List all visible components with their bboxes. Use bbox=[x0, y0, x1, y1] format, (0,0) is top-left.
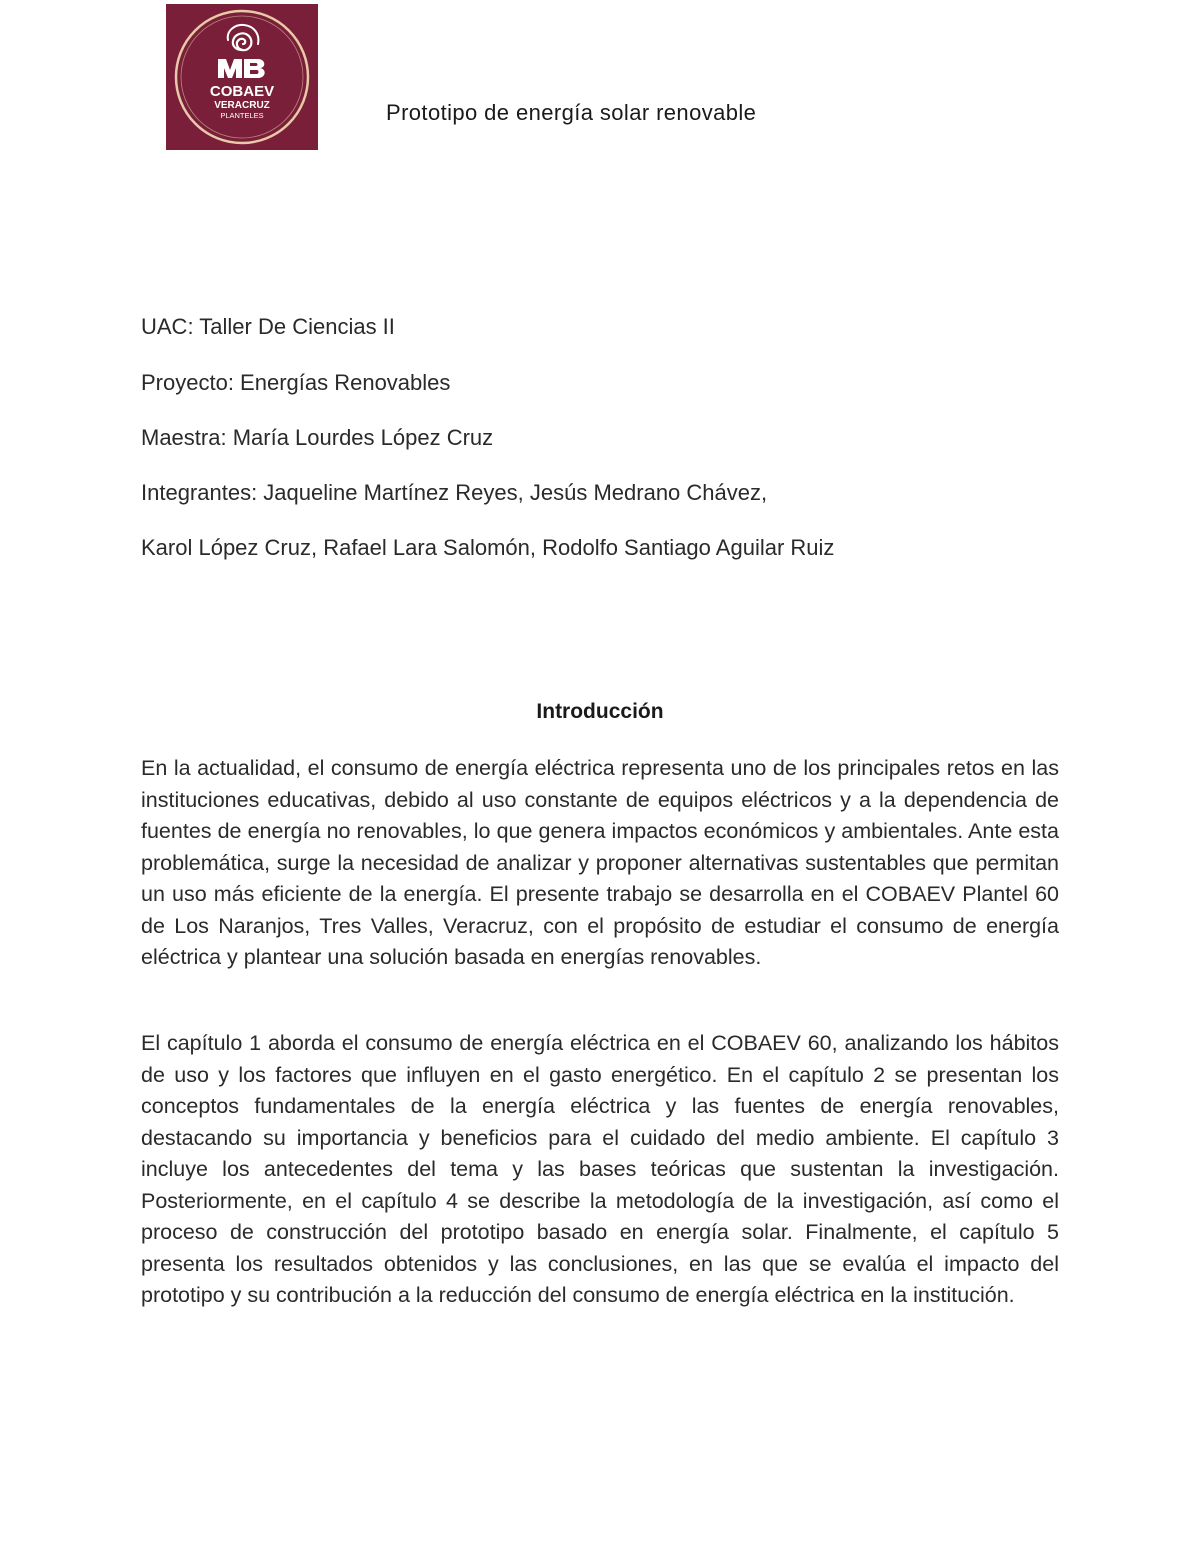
maestra-line: Maestra: María Lourdes López Cruz bbox=[141, 425, 494, 450]
introduccion-paragraph-1: En la actualidad, el consumo de energía eléctrica representa uno de los principales retos en las instituciones educativas, debido al uso constante de equipos eléctricos y a la dependencia de fuentes de energía no renovables, lo que genera impactos económicos y ambientales. Ante esta problemática, surge la necesidad de analizar y proponer alternativas sustentables que permitan un uso más eficiente de la energía. El presente trabajo se desarrolla en el COBAEV Plantel 60 de Los Naranjos, Tres Valles, Veracruz, con el propósito de estudiar el consumo de energía eléctrica y plantear una solución basada en energías renovables. bbox=[141, 756, 1059, 969]
introduccion-heading: Introducción bbox=[536, 700, 664, 723]
logo-text-main: COBAEV bbox=[209, 83, 275, 100]
introduccion-paragraph-2: El capítulo 1 aborda el consumo de energía eléctrica en el COBAEV 60, analizando los hábitos de uso y los factores que influyen en el gasto energético. En el capítulo 2 se presentan los conceptos fundamentales de la energía eléctrica y las fuentes de energía renovables, destacando su importancia y beneficios para el cuidado del medio ambiente. El capítulo 3 incluye los antecedentes del tema y las bases teóricas que sustentan la investigación. Posteriormente, en el capítulo 4 se describe la metodología de la investigación, así como el proceso de construcción del prototipo basado en energía solar. Finalmente, el capítulo 5 presenta los resultados obtenidos y las conclusiones, en las que se evalúa el impacto del prototipo y su contribución a la reducción del consumo de energía eléctrica en la institución. bbox=[141, 1031, 1059, 1307]
logo-text-sub: VERACRUZ bbox=[214, 100, 270, 111]
cobaev-logo bbox=[166, 4, 318, 150]
logo-text-small: PLANTELES bbox=[220, 111, 264, 120]
integrantes-line-2: Karol López Cruz, Rafael Lara Salomón, Rodolfo Santiago Aguilar Ruiz bbox=[141, 535, 835, 560]
document-title: Prototipo de energía solar renovable bbox=[386, 100, 757, 125]
uac-line: UAC: Taller De Ciencias II bbox=[141, 314, 395, 339]
cobaev-seal-icon bbox=[166, 4, 318, 150]
integrantes-line-1: Integrantes: Jaqueline Martínez Reyes, Jesús Medrano Chávez, bbox=[141, 480, 768, 505]
proyecto-line: Proyecto: Energías Renovables bbox=[141, 370, 451, 395]
